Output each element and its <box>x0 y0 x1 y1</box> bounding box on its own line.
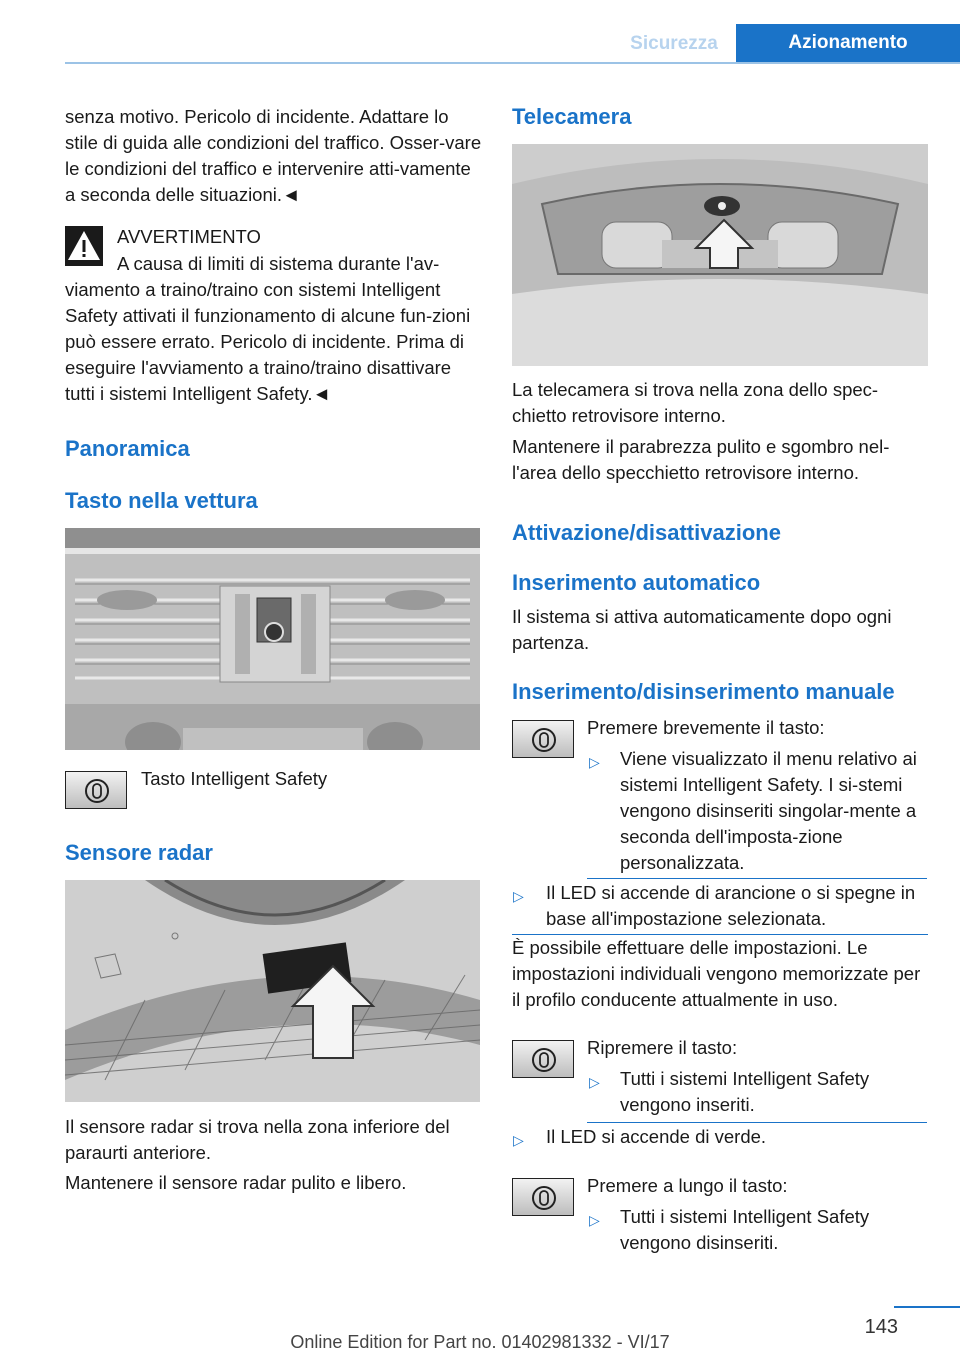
heading-panoramica: Panoramica <box>65 436 190 461</box>
page-number: 143 <box>864 1316 898 1338</box>
header-rule <box>65 62 960 64</box>
button-icon-press-again <box>512 1040 574 1078</box>
bullet-3: Tutti i sistemi Intelligent Safety vengono inseriti. <box>620 1068 870 1115</box>
sensore-text-1: Il sensore radar si trova nella zona inferiore del paraurti anteriore. <box>65 1116 450 1163</box>
heading-telecamera: Telecamera <box>512 104 632 129</box>
warning-title: AVVERTIMENTO <box>117 226 261 247</box>
dashboard-button-photo <box>65 528 480 750</box>
press-again-text: Ripremere il tasto: <box>587 1037 738 1058</box>
heading-sensore: Sensore radar <box>65 840 213 865</box>
bullet-triangle-icon: ▷ <box>513 888 524 904</box>
bullet-triangle-icon: ▷ <box>589 1074 600 1090</box>
intro-paragraph: senza motivo. Pericolo di incidente. Adattare lo stile di guida alle condizioni del traffico. Osser-vare le condizioni del traffico e intervenire atti-vamente a seconda delle situazioni.◄ <box>65 106 482 205</box>
heading-auto: Inserimento automatico <box>512 570 761 595</box>
bullet-divider <box>587 1122 927 1123</box>
auto-text: Il sistema si attiva automaticamente dopo ogni partenza. <box>512 606 892 653</box>
tele-text-1: La telecamera si trova nella zona dello spec-chietto retrovisore interno. <box>512 379 879 426</box>
bullet-triangle-icon: ▷ <box>589 1212 600 1228</box>
button-icon-short-press <box>512 720 574 758</box>
press-long-text: Premere a lungo il tasto: <box>587 1175 788 1196</box>
intelligent-safety-button-icon <box>65 771 127 809</box>
header-section-tab[interactable]: Sicurezza <box>630 33 718 54</box>
bullet-5: Tutti i sistemi Intelligent Safety vengono disinseriti. <box>620 1206 870 1253</box>
sensore-text-2: Mantenere il sensore radar pulito e libero. <box>65 1172 407 1193</box>
tasto-caption: Tasto Intelligent Safety <box>141 768 328 789</box>
heading-manuale: Inserimento/disinserimento manuale <box>512 679 895 704</box>
bullet-divider <box>587 878 927 879</box>
heading-attivazione: Attivazione/disattivazione <box>512 520 781 545</box>
button-icon-long-press <box>512 1178 574 1216</box>
bullet-triangle-icon: ▷ <box>589 754 600 770</box>
bullet-1: Viene visualizzato il menu relativo ai sistemi Intelligent Safety. I si-stemi vengono disinseriti singolar-mente a seconda dell'imposta-zione personalizzata. <box>620 748 917 873</box>
bullet-triangle-icon: ▷ <box>513 1132 524 1148</box>
heading-tasto: Tasto nella vettura <box>65 488 258 513</box>
tele-text-2: Mantenere il parabrezza pulito e sgombro nel-l'area dello specchietto retrovisore interno. <box>512 436 890 483</box>
press-short-text: Premere brevemente il tasto: <box>587 717 825 738</box>
footer-rule <box>894 1306 960 1308</box>
header-active-tab[interactable]: Azionamento <box>736 24 960 62</box>
bullet-2: Il LED si accende di arancione o si spegne in base all'impostazione selezionata. <box>546 882 916 929</box>
footer-edition: Online Edition for Part no. 01402981332 - VI/17 <box>290 1332 670 1352</box>
warning-text: A causa di limiti di sistema durante l'av-viamento a traino/traino con sistemi Intelligent Safety attivati il funzionamento di alcune fun-zioni può essere errato. Pericolo di incidente. Prima di eseguire l'avviamento a traino/traino disattivare tutti i sistemi Intelligent Safety.◄ <box>65 253 471 404</box>
camera-photo <box>512 144 928 366</box>
radar-sensor-photo <box>65 880 480 1102</box>
bullet-4: Il LED si accende di verde. <box>546 1126 767 1147</box>
settings-text: È possibile effettuare delle impostazioni. Le impostazioni individuali vengono memorizzate per il profilo conducente attualmente in uso. <box>512 937 921 1010</box>
